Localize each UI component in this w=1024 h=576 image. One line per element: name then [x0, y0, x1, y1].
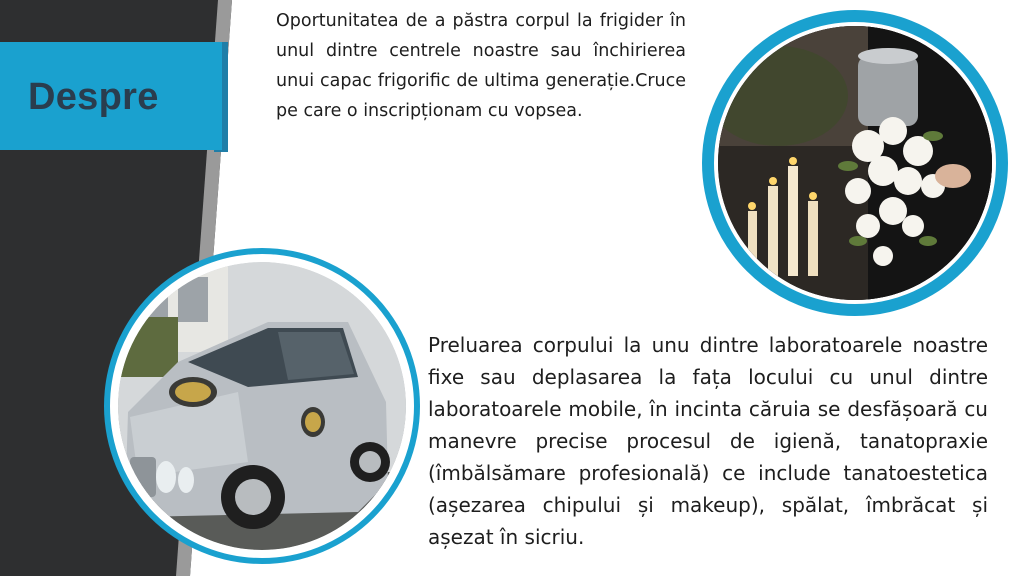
- car-photo-illustration: [118, 262, 406, 550]
- photo-funeral-flowers: [702, 10, 1008, 316]
- photo-hearse-car: [110, 254, 414, 558]
- car-photo-image: [118, 262, 406, 550]
- slide-title: Despre: [28, 76, 159, 118]
- paragraph-top: Oportunitatea de a păstra corpul la frigider în unul dintre centrele noastre sau închirierea unui capac frigorific de ultima generație.Cruce pe care o inscripționam cu vopsea.: [276, 11, 686, 121]
- flowers-photo-image: [718, 26, 992, 300]
- paragraph-bottom: Preluarea corpului la unu dintre laboratoarele noastre fixe sau deplasarea la fața locului cu unul dintre laboratoarele mobile, în incinta căruia se desfășoară cu manevre precise procesul de igienă, tanatopraxie (îmbălsămare profesională) ce include tanatoestetica (așezarea chipului și makeup), spălat, îmbrăcat și așezat în sicriu.: [428, 333, 988, 549]
- flowers-photo-illustration: [718, 26, 992, 300]
